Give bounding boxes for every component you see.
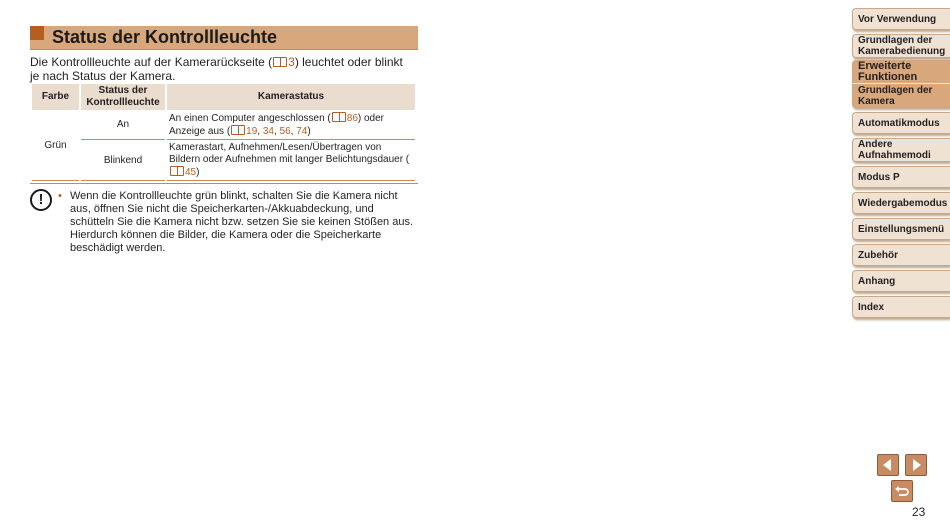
divider bbox=[30, 183, 418, 184]
desc-text: ) bbox=[307, 126, 311, 137]
book-icon bbox=[231, 125, 245, 135]
page-ref-link[interactable]: 56 bbox=[279, 126, 291, 137]
tab-grundlagen-bedienung[interactable] bbox=[852, 34, 950, 58]
prev-page-button[interactable] bbox=[877, 454, 899, 476]
table-header: Kamerastatus bbox=[167, 84, 415, 110]
tab-grundlagen-kamera[interactable] bbox=[852, 83, 950, 108]
table-header: Status der Kontrollleuchte bbox=[81, 84, 165, 110]
tab-einstellungsmenue[interactable] bbox=[852, 218, 950, 240]
separator: , bbox=[273, 126, 280, 137]
tab-andere-aufnahmemodi[interactable] bbox=[852, 138, 950, 162]
tab-label: Wiedergabemodus bbox=[858, 197, 948, 209]
page-ref-link[interactable]: 74 bbox=[296, 126, 308, 137]
tab-modus-p[interactable] bbox=[852, 166, 950, 188]
separator: , bbox=[257, 126, 263, 137]
intro-paragraph bbox=[30, 55, 420, 83]
tab-index[interactable] bbox=[852, 296, 950, 318]
page-ref-link[interactable]: 86 bbox=[346, 113, 358, 124]
desc-text: An einen Computer angeschlossen ( bbox=[169, 113, 331, 124]
desc-text: Kamerastart, Aufnehmen/Lesen/Übertragen von Bildern oder Aufnehmen mit langer Belichtungsdauer ( bbox=[169, 142, 410, 165]
tab-label: Zubehör bbox=[858, 249, 898, 261]
tab-label: Grundlagen der Kamerabedienung bbox=[858, 35, 946, 57]
page-ref-link[interactable]: 19 bbox=[246, 126, 258, 137]
page-ref-link[interactable]: 34 bbox=[262, 126, 274, 137]
bullet: • bbox=[58, 190, 62, 202]
tab-label: Erweiterte Funktionen bbox=[858, 60, 918, 83]
tab-automatikmodus[interactable] bbox=[852, 112, 950, 134]
desc-text: ) bbox=[196, 167, 200, 178]
table-cell-state: An bbox=[81, 111, 165, 140]
return-icon bbox=[892, 481, 912, 501]
table-header: Farbe bbox=[32, 84, 79, 110]
table-cell-color: Grün bbox=[32, 111, 79, 181]
next-page-button[interactable] bbox=[905, 454, 927, 476]
page-number: 23 bbox=[912, 505, 926, 519]
tab-label: Modus P bbox=[858, 171, 900, 183]
table-cell-desc bbox=[167, 111, 415, 140]
chapter-tabs bbox=[852, 8, 950, 318]
tab-anhang[interactable] bbox=[852, 270, 950, 292]
book-icon bbox=[332, 112, 346, 122]
status-table bbox=[30, 83, 417, 182]
return-button[interactable] bbox=[891, 480, 913, 502]
title-marker-icon bbox=[30, 26, 44, 40]
tab-label: Automatikmodus bbox=[858, 117, 940, 129]
separator: , bbox=[290, 126, 297, 137]
arrow-right-icon bbox=[906, 455, 926, 475]
page-title: Status der Kontrollleuchte bbox=[52, 27, 278, 47]
tab-label: Einstellungsmenü bbox=[858, 223, 945, 235]
tab-erweiterte-funktionen[interactable] bbox=[852, 60, 950, 83]
tab-zubehoer[interactable] bbox=[852, 244, 950, 266]
caution-note bbox=[58, 190, 418, 255]
tab-wiedergabemodus[interactable] bbox=[852, 192, 950, 214]
table-cell-state: Blinkend bbox=[81, 141, 165, 181]
page-ref-link[interactable]: 45 bbox=[185, 167, 197, 178]
arrow-left-icon bbox=[878, 455, 898, 475]
tab-label: Grundlagen der Kamera bbox=[858, 84, 933, 107]
tab-label: Anhang bbox=[858, 275, 896, 287]
tab-label: Vor Verwendung bbox=[858, 13, 937, 25]
page-ref-link[interactable]: 3 bbox=[288, 55, 295, 69]
intro-text: je nach Status der Kamera. bbox=[30, 69, 176, 83]
tab-label: Index bbox=[858, 301, 885, 313]
caution-icon: ! bbox=[30, 189, 52, 211]
intro-text: ) leuchtet oder blinkt bbox=[294, 55, 403, 69]
book-icon bbox=[170, 166, 184, 176]
table-cell-desc bbox=[167, 141, 415, 181]
desc-text: ) oder Anzeige aus ( bbox=[169, 113, 385, 137]
section-title-bar bbox=[30, 26, 418, 50]
caution-text: Wenn die Kontrollleuchte grün blinkt, schalten Sie die Kamera nicht aus, öffnen Sie nicht die Speicherkarten-/Akkuabdeckung, und schütteln Sie die Kamera nicht bzw. setzen Sie sie keinen Stößen aus. Hierdurch können die Bilder, die Kamera oder die Speicherkarte beschädigt werden. bbox=[70, 190, 414, 254]
tab-vor-verwendung[interactable] bbox=[852, 8, 950, 30]
tab-label: Andere Aufnahmemodi bbox=[858, 139, 931, 161]
intro-text: Die Kontrollleuchte auf der Kamerarückseite ( bbox=[30, 55, 273, 69]
book-icon bbox=[273, 57, 287, 67]
